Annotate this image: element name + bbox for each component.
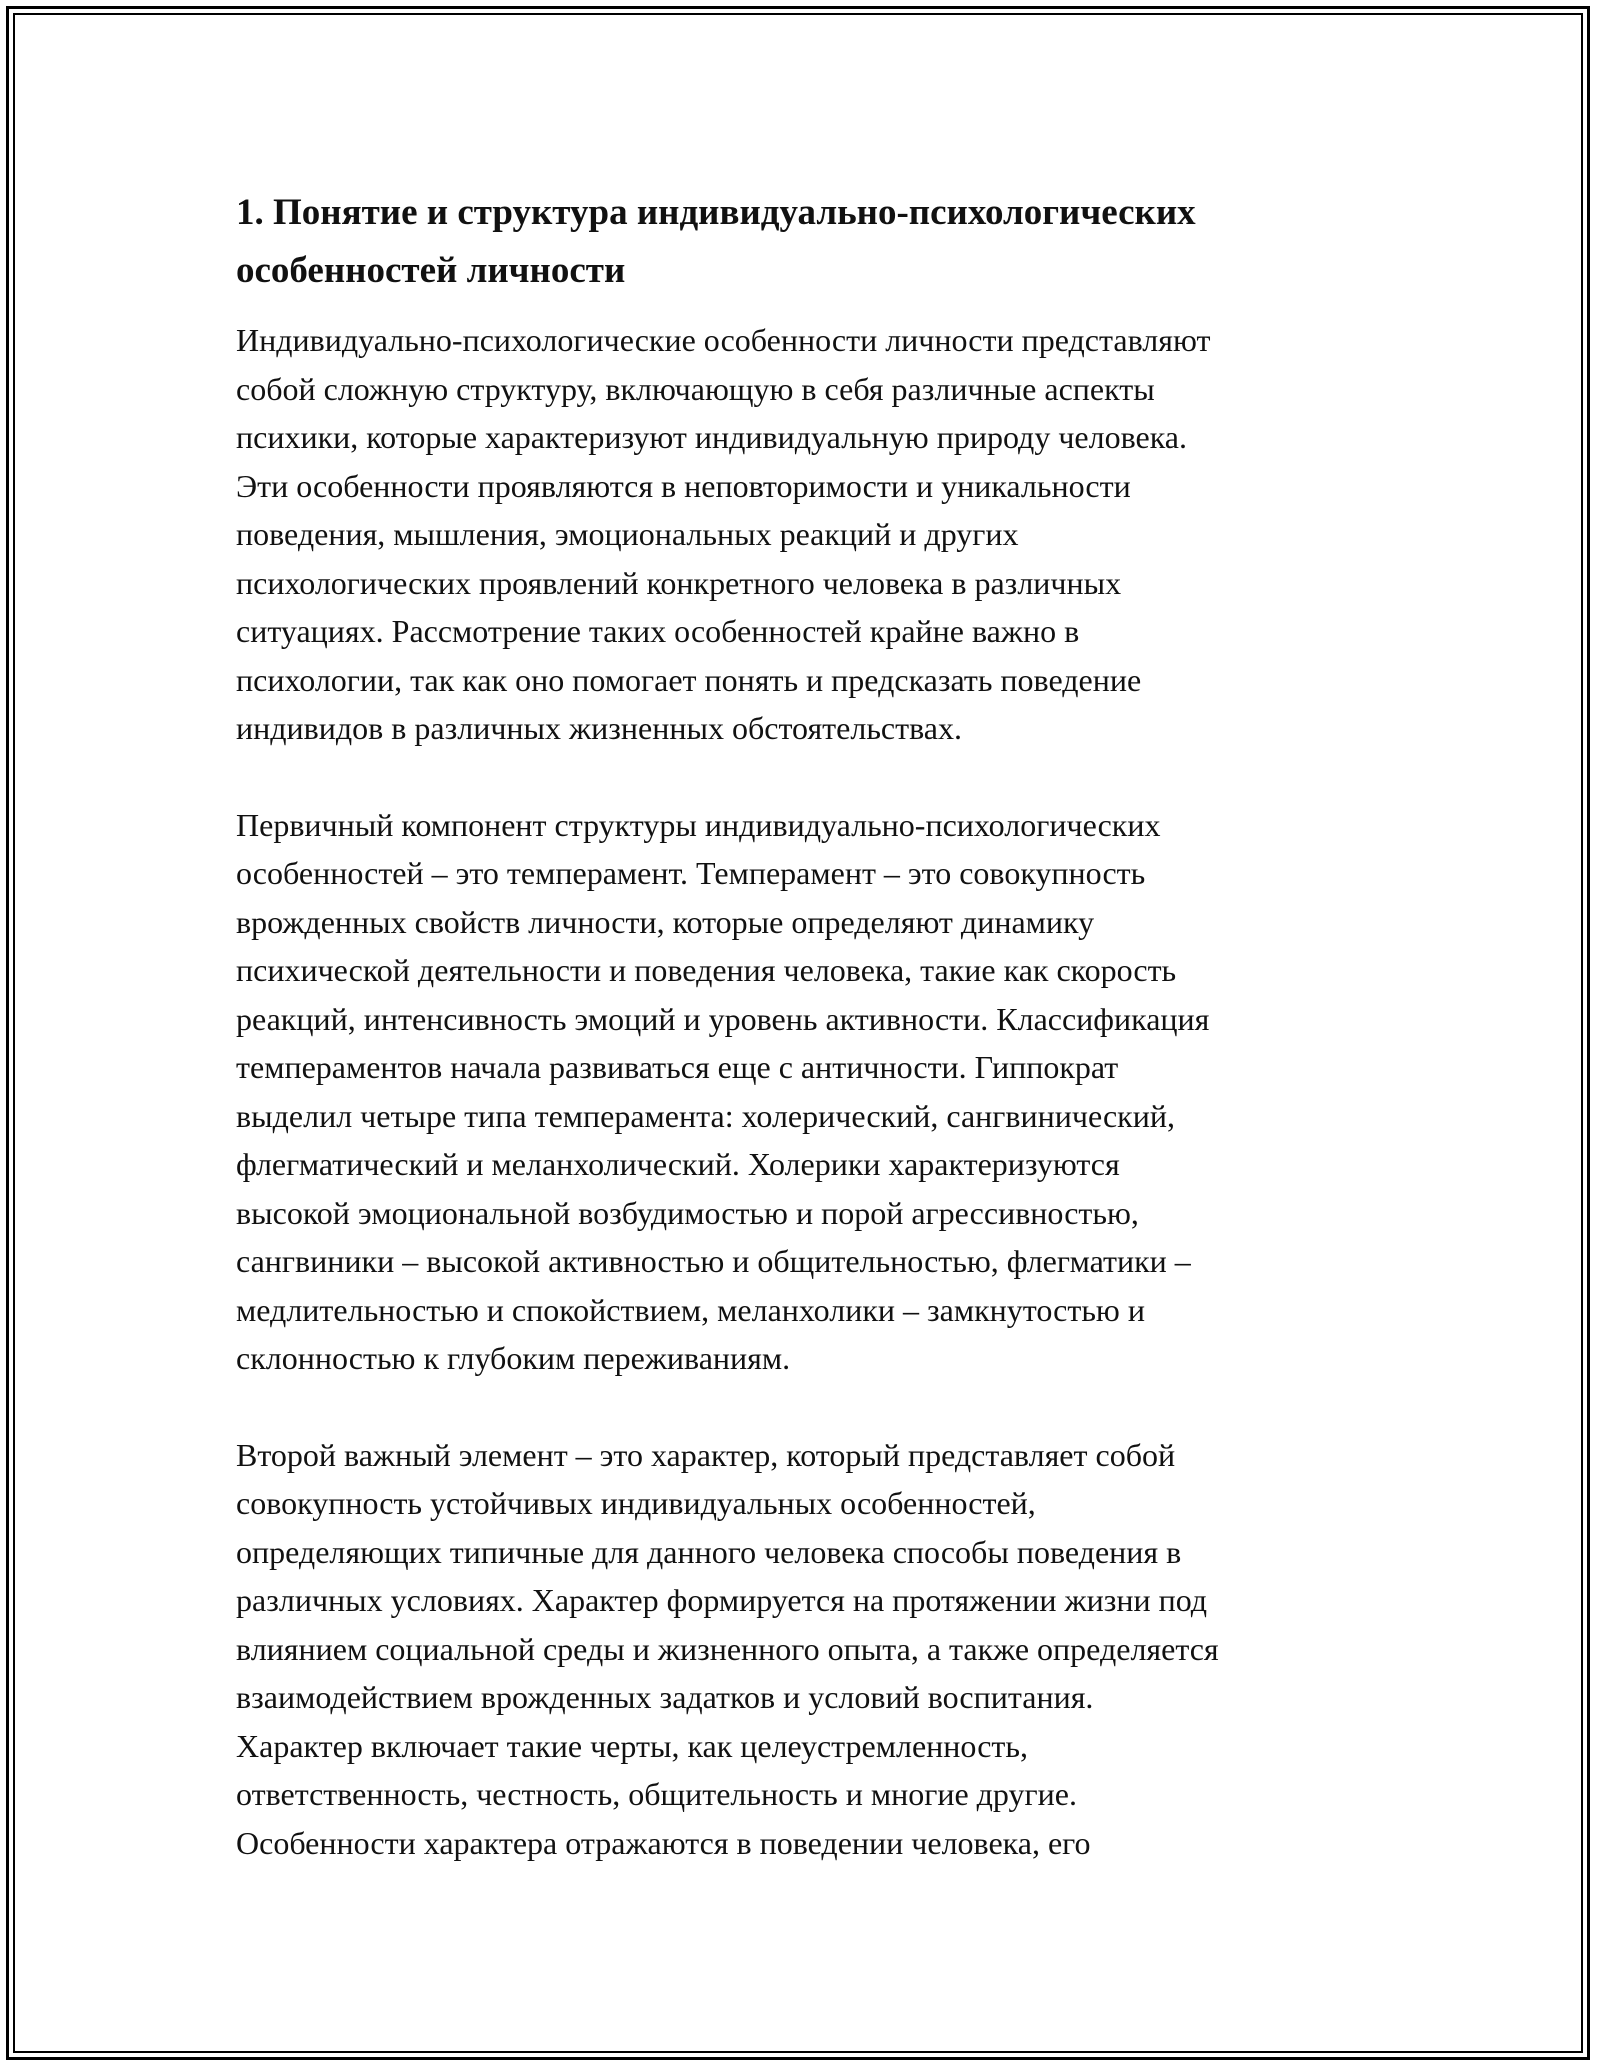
text-line: врожденных свойств личности, которые определяют динамику <box>236 903 1095 940</box>
heading-line: особенностей личности <box>236 250 626 291</box>
text-line: сангвиники – высокой активностью и общительностью, флегматики – <box>236 1243 1191 1279</box>
text-line: психики, которые характеризуют индивидуальную природу человека. <box>236 419 1187 455</box>
text-line: влиянием социальной среды и жизненного опыта, а также определяется <box>236 1630 1219 1667</box>
text-line: поведения, мышления, эмоциональных реакций и других <box>236 516 1019 552</box>
text-line: ответственность, честность, общительность и многие другие. <box>236 1776 1077 1812</box>
text-line: флегматический и меланхолический. Холерики характеризуются <box>236 1146 1120 1182</box>
text-line: выделил четыре типа темперамента: холерический, сангвинический, <box>236 1097 1175 1134</box>
text-line: собой сложную структуру, включающую в себя различные аспекты <box>236 370 1155 407</box>
text-line: реакций, интенсивность эмоций и уровень активности. Классификация <box>236 1000 1210 1037</box>
document-body <box>236 184 1366 1915</box>
text-line: Эти особенности проявляются в неповторимости и уникальности <box>236 467 1131 504</box>
text-line: психологических проявлений конкретного человека в различных <box>236 564 1122 601</box>
text-line: индивидов в различных жизненных обстоятельствах. <box>236 710 962 746</box>
text-line: темпераментов начала развиваться еще с античности. Гиппократ <box>236 1049 1119 1085</box>
text-line: Особенности характера отражаются в поведении человека, его <box>236 1824 1091 1861</box>
paragraph-3 <box>236 1431 1366 1868</box>
text-line: ситуациях. Рассмотрение таких особенностей крайне важно в <box>236 613 1080 649</box>
text-line: Второй важный элемент – это характер, который представляет собой <box>236 1436 1176 1473</box>
text-line: различных условиях. Характер формируется на протяжении жизни под <box>236 1582 1208 1618</box>
paragraph-1 <box>236 316 1366 753</box>
text-line: особенностей – это темперамент. Темперамент – это совокупность <box>236 855 1146 891</box>
text-line: Первичный компонент структуры индивидуально-психологических <box>236 806 1161 843</box>
text-line: Индивидуально-психологические особенности личности представляют <box>236 322 1211 358</box>
text-line: определяющих типичные для данного человека способы поведения в <box>236 1533 1182 1570</box>
text-line: психической деятельности и поведения человека, такие как скорость <box>236 952 1177 988</box>
text-line: Характер включает такие черты, как целеустремленность, <box>236 1727 1028 1764</box>
text-line: склонностью к глубоким переживаниям. <box>236 1340 791 1376</box>
text-line: психологии, так как оно помогает понять и предсказать поведение <box>236 661 1142 698</box>
text-line: высокой эмоциональной возбудимостью и порой агрессивностью, <box>236 1194 1139 1231</box>
text-line: взаимодействием врожденных задатков и условий воспитания. <box>236 1679 1094 1715</box>
section-heading <box>236 184 1366 300</box>
heading-line: 1. Понятие и структура индивидуально-психологических <box>236 192 1196 233</box>
paragraph-2 <box>236 801 1366 1383</box>
text-line: медлительностью и спокойствием, меланхолики – замкнутостью и <box>236 1291 1145 1328</box>
text-line: совокупность устойчивых индивидуальных особенностей, <box>236 1485 1036 1521</box>
